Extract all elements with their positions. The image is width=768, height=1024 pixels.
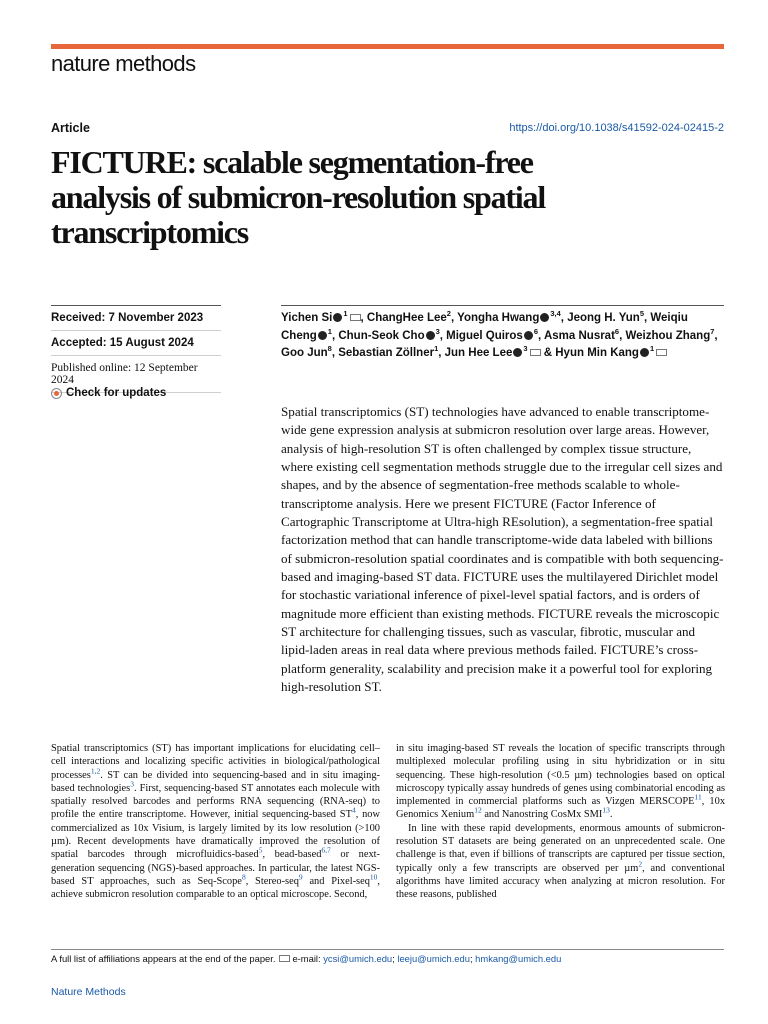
affiliation-number: 6 xyxy=(533,326,538,336)
doi-link[interactable]: https://doi.org/10.1038/s41592-024-02415-2 xyxy=(509,122,724,134)
citation-ref[interactable]: 9 xyxy=(298,872,303,882)
mail-icon xyxy=(279,955,290,962)
header-accent-bar xyxy=(51,44,724,49)
affiliation-number: 8 xyxy=(327,344,332,354)
orcid-icon[interactable] xyxy=(640,348,649,357)
footer-journal-name: Nature Methods xyxy=(51,986,126,998)
orcid-icon[interactable] xyxy=(426,331,435,340)
affiliation-number: 3 xyxy=(523,344,528,354)
affiliation-number: 1 xyxy=(434,344,439,354)
author-name[interactable]: Weizhou Zhang xyxy=(625,329,711,342)
author-name[interactable]: Chun-Seok Cho xyxy=(338,329,425,342)
body-paragraph: In line with these rapid developments, enormous amounts of submicron-resolution ST datasets are being generated on an unprecedented scale. One challenge is that, even if billions of transcripts are captured per tissue section, typically only a few transcripts are observed per µm$^2$, and conventional algorithms have limited accuracy when analyzing at micron resolution. For these reasons, published xyxy=(396,822,725,901)
affiliation-number: 1 xyxy=(343,309,348,319)
citation-ref[interactable]: 11 xyxy=(694,792,702,802)
email-link[interactable]: hmkang@umich.edu xyxy=(475,953,562,964)
email-link[interactable]: leeju@umich.edu xyxy=(397,953,470,964)
author-name[interactable]: Miguel Quiros xyxy=(446,329,523,342)
author-name[interactable]: Goo Jun xyxy=(281,347,328,359)
affiliation-number: 1 xyxy=(327,326,332,336)
author-name[interactable]: Jun Hee Lee xyxy=(444,347,513,359)
title-line-2: analysis of submicron-resolution spatial xyxy=(51,179,546,215)
footnote-divider xyxy=(51,949,724,950)
citation-ref[interactable]: 6,7 xyxy=(321,845,331,855)
affiliation-number: 6 xyxy=(614,326,620,336)
mail-icon[interactable] xyxy=(530,349,541,356)
citation-ref[interactable]: 3 xyxy=(130,779,134,789)
orcid-icon[interactable] xyxy=(540,313,549,322)
received-date: Received: 7 November 2023 xyxy=(51,312,221,331)
citation-ref[interactable]: 12 xyxy=(474,806,482,816)
author-name[interactable]: Yongha Hwang xyxy=(457,312,540,324)
article-title xyxy=(51,145,731,250)
mail-icon[interactable] xyxy=(656,349,667,356)
body-column-1: Spatial transcriptomics (ST) has important implications for elucidating cell–cell interactions and localizing specific activities in biological/pathological processes$^{1,2}$. ST can be divided into sequencing-based and in situ imaging-based technologies$^3$. First, sequencing-based ST annotates each molecule with spatially resolved barcodes and performs RNA sequencing (RNA-seq) to profile the entire transcriptome. However, initial sequencing-based $ST^4$, now commercialized as 10x Visium, is largely limited by its low resolution (>100 µm). Recent developments have dramatically improved the resolution of spatial barcodes through microfluidics-based$^5$, bead-based$^{6,7}$ or next-generation sequencing (NGS)-based approaches. In particular, the latest NGS-based ST approaches, such as Seq-Scope$^8$, Stereo-seq$^9$ and Pixel-seq$^{10}$, achieve submicron resolution comparable to an optical microscope. Second, xyxy=(51,743,380,901)
author-name[interactable]: Jeong H. Yun xyxy=(567,312,640,324)
dates-panel xyxy=(51,306,221,406)
affiliation-number: 3 xyxy=(435,326,440,336)
title-line-3: transcriptomics xyxy=(51,214,249,250)
article-type: Article xyxy=(51,121,90,135)
citation-ref[interactable]: 5 xyxy=(258,845,263,855)
orcid-icon[interactable] xyxy=(318,331,327,340)
affiliation-footnote: A full list of affiliations appears at the end of the paper. e-mail: ycsi@umich.edu; leeju@umich.edu; hmkang@umich.edu xyxy=(51,953,562,964)
author-name[interactable]: Weiqiu Cheng xyxy=(281,312,688,342)
orcid-icon[interactable] xyxy=(524,331,533,340)
affiliation-number: 2 xyxy=(446,309,451,319)
affiliation-number: 7 xyxy=(710,326,715,336)
citation-ref[interactable]: 2 xyxy=(638,859,643,869)
check-updates-label: Check for updates xyxy=(66,387,167,399)
affiliation-number: 5 xyxy=(639,309,644,319)
journal-name: nature methods xyxy=(51,51,196,76)
author-name[interactable]: Hyun Min Kang xyxy=(555,347,639,359)
orcid-icon[interactable] xyxy=(333,313,342,322)
author-list: Yichen Si $^1$ , ChangHee Lee$^2$, Yongha Hwang $^{3,4}$, Jeong H. Yun$^5$, Weiqiu Cheng $^1$, Chun-Seok Cho $^3$, Miguel Quiros $^6$, Asma Nusrat$^6$, Weizhou Zhang$^7$, Goo Jun$^8$, Sebastian Zöllner$^1$, Jun Hee Lee $^3$ & Hyun Min Kang $^1$ xyxy=(281,309,718,359)
author-name[interactable]: Sebastian Zöllner xyxy=(338,347,435,359)
check-updates-button[interactable] xyxy=(51,387,221,405)
citation-ref[interactable]: 10 xyxy=(369,872,378,882)
citation-ref[interactable]: 13 xyxy=(602,806,610,816)
citation-ref[interactable]: 4 xyxy=(351,806,356,816)
abstract: Spatial transcriptomics (ST) technologies have advanced to enable transcriptome-wide gene expression analysis at submicron resolution over large areas. However, analysis of high-resolution ST is often challenged by complex tissue structure, where existing cell segmentation methods struggle due to the irregular cell sizes and shapes, and by the absence of segmentation-free methods scalable to whole-transcriptome analysis. Here we present FICTURE (Factor Inference of Cartographic Transcriptome at Ultra-high REsolution), a segmentation-free spatial factorization method that can handle transcriptome-wide data labeled with billions of submicron-resolution spatial coordinates and is compatible with both sequencing-based and imaging-based ST data. FICTURE uses the multilayered Dirichlet model for stochastic variational inference of pixel-level spatial factors, and is orders of magnitude more efficient than existing methods. FICTURE reveals the microscopic ST architecture for challenging tissues, such as vascular, fibrotic, muscular and lipid-laden areas in real data where previous methods failed. FICTURE’s cross-platform generality, scalability and precision make it a powerful tool for exploring high-resolution ST. xyxy=(281,404,724,695)
accepted-date: Accepted: 15 August 2024 xyxy=(51,337,221,356)
published-date: Published online: 12 September 2024 xyxy=(51,362,221,393)
citation-ref[interactable]: 8 xyxy=(241,872,246,882)
orcid-icon[interactable] xyxy=(513,348,522,357)
affiliation-number: 3,4 xyxy=(550,309,561,319)
mail-icon[interactable] xyxy=(350,314,361,321)
email-link[interactable]: ycsi@umich.edu xyxy=(323,953,393,964)
citation-ref[interactable]: 1,2 xyxy=(90,766,101,776)
title-line-1: FICTURE: scalable segmentation-free xyxy=(51,144,533,180)
body-column-2 xyxy=(396,742,725,902)
author-name[interactable]: Yichen Si xyxy=(281,312,333,324)
author-name[interactable]: ChangHee Lee xyxy=(366,312,447,324)
author-name[interactable]: Asma Nusrat xyxy=(543,329,615,342)
check-updates-icon xyxy=(51,388,62,399)
authors-divider xyxy=(281,305,724,306)
body-paragraph: in situ imaging-based ST reveals the location of specific transcripts through multiplexed molecular profiling using in situ hybridization or in situ sequencing. These high-resolution (<0.5 µm) technologies based on optical microscopy typically assay hundreds of genes using combinatorial encoding as implemented in commercial platforms such as Vizgen MERSCOPE$^{11}$, 10x Genomics Xenium$^{12}$ and Nanostring CosMx SMI$^{13}$. xyxy=(396,743,726,821)
affiliation-number: 1 xyxy=(649,344,655,354)
